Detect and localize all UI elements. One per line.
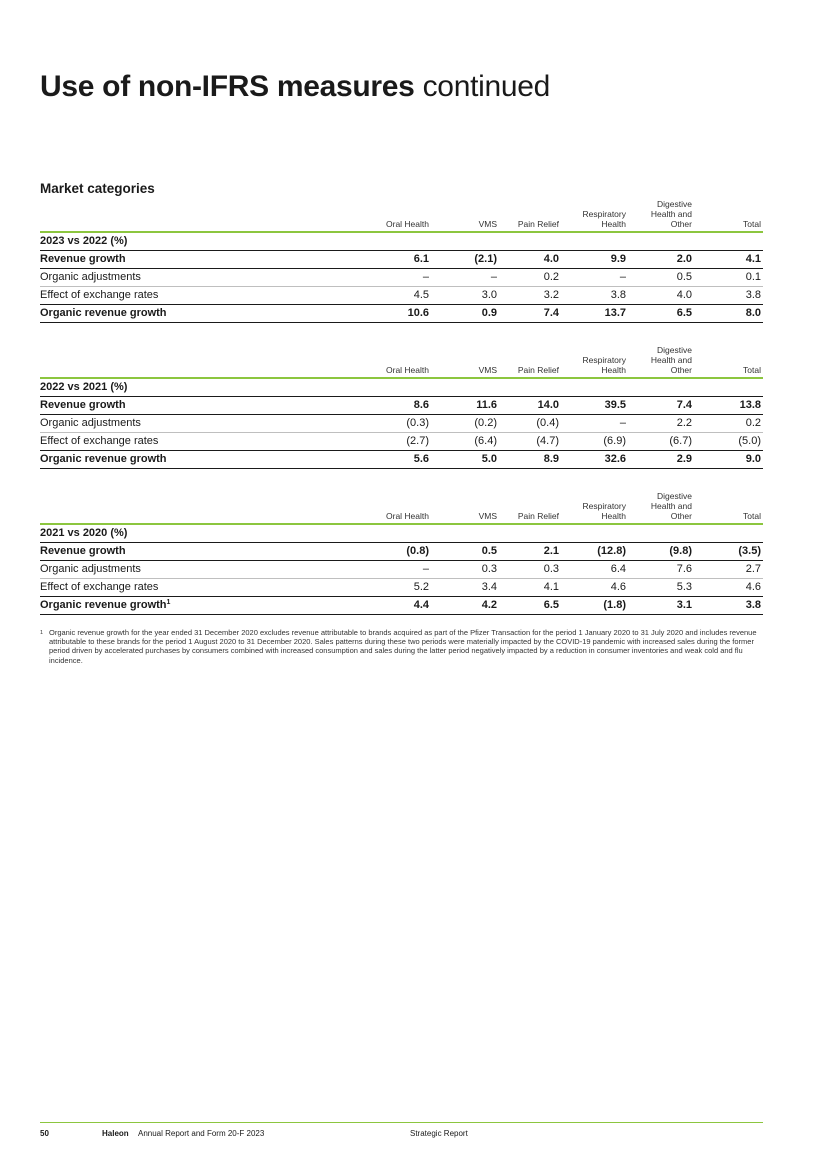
- column-header-respiratory-health: [583, 355, 626, 375]
- period-row: [40, 379, 763, 397]
- cell-vms: (6.4): [474, 435, 497, 447]
- cell-digestive-health-other: 2.9: [676, 453, 692, 465]
- cell-respiratory-health: (1.8): [603, 599, 626, 611]
- column-header-line: Health and: [650, 355, 692, 365]
- cell-oral-health: 8.6: [413, 399, 429, 411]
- row-label: [40, 543, 126, 560]
- cell-pain-relief: 2.1: [543, 545, 559, 557]
- period-row: [40, 525, 763, 543]
- cell-digestive-health-other: (9.8): [669, 545, 692, 557]
- page-title: [40, 68, 550, 106]
- period-label: 2023 vs 2022 (%): [40, 235, 128, 247]
- column-header-line: Other: [670, 219, 692, 229]
- column-header-oral-health: [386, 365, 429, 375]
- column-header-line: Total: [743, 511, 761, 521]
- column-header-line: VMS: [478, 219, 497, 229]
- cell-digestive-health-other: 4.0: [676, 289, 692, 301]
- cell-vms: 3.4: [481, 581, 497, 593]
- column-header-line: Digestive: [657, 491, 692, 501]
- column-header-line: Total: [743, 219, 761, 229]
- row-label: [40, 597, 170, 614]
- column-header-digestive-health-other: [651, 491, 692, 521]
- cell-digestive-health-other: 0.5: [676, 271, 692, 283]
- column-header-line: Digestive: [657, 199, 692, 209]
- cell-vms: (0.2): [474, 417, 497, 429]
- cell-total: 3.8: [745, 289, 761, 301]
- row-label: [40, 561, 141, 578]
- cell-total: 8.0: [745, 307, 761, 319]
- table-row: [40, 433, 763, 451]
- cell-digestive-health-other: 7.4: [676, 399, 692, 411]
- cell-respiratory-health: 4.6: [610, 581, 626, 593]
- column-header-line: Health and: [650, 209, 692, 219]
- row-label: [40, 433, 158, 450]
- row-label-text: Effect of exchange rates: [40, 435, 159, 447]
- column-header-pain-relief: [518, 365, 559, 375]
- cell-respiratory-health: 3.8: [610, 289, 626, 301]
- page-title-main: Use of non-IFRS measures: [40, 70, 415, 103]
- column-header-line: Health: [601, 219, 626, 229]
- cell-respiratory-health: (6.9): [603, 435, 626, 447]
- table-row: [40, 579, 763, 597]
- column-header-line: VMS: [478, 365, 497, 375]
- column-header-line: Pain Relief: [517, 219, 559, 229]
- cell-respiratory-health: (12.8): [597, 545, 626, 557]
- cell-oral-health: (2.7): [406, 435, 429, 447]
- column-header-total: [743, 511, 761, 521]
- cell-pain-relief: 4.1: [543, 581, 559, 593]
- row-label-text: Revenue growth: [40, 253, 126, 265]
- table-row: [40, 287, 763, 305]
- cell-digestive-health-other: 5.3: [676, 581, 692, 593]
- footer-brand: Haleon: [102, 1129, 129, 1138]
- cell-oral-health: 5.6: [413, 453, 429, 465]
- column-header-line: Digestive: [657, 345, 692, 355]
- footnote-reference: 1: [166, 599, 171, 606]
- cell-total: 0.2: [745, 417, 761, 429]
- cell-total: 4.1: [745, 253, 761, 265]
- cell-oral-health: –: [422, 271, 429, 283]
- cell-digestive-health-other: 3.1: [676, 599, 692, 611]
- row-label-text: Organic revenue growth: [40, 307, 167, 319]
- period-row: [40, 233, 763, 251]
- footnote-text: Organic revenue growth for the year ended 31 December 2020 excludes revenue attributable to brands acquired as part of the Pfizer Transaction for the period 1 January 2020 to 31 July 2020 and includes revenue attributable to these brands for the period 1 August 2020 to 31 December 2020. Sales patterns during these two periods were materially impacted by the COVID-19 pandemic with increased sales during the former period driven by accelerated purchases by consumers combined with increased consumption and sales during the latter period negatively impacted by a reduction in consumer inventories and weak cold and flu incidence.: [49, 628, 757, 665]
- footnote-marker: 1: [40, 630, 44, 636]
- column-header-line: Health and: [650, 501, 692, 511]
- row-label: [40, 415, 141, 432]
- cell-respiratory-health: 6.4: [610, 563, 626, 575]
- table-row: [40, 397, 763, 415]
- row-label-text: Organic adjustments: [40, 563, 141, 575]
- table-row: [40, 269, 763, 287]
- cell-pain-relief: 0.2: [543, 271, 559, 283]
- table-row: [40, 561, 763, 579]
- row-label: [40, 397, 126, 414]
- cell-respiratory-health: –: [619, 271, 626, 283]
- column-header-line: Other: [670, 511, 692, 521]
- cell-pain-relief: 0.3: [543, 563, 559, 575]
- cell-oral-health: 4.4: [413, 599, 429, 611]
- cell-vms: 0.3: [481, 563, 497, 575]
- cell-digestive-health-other: 7.6: [676, 563, 692, 575]
- row-label: [40, 287, 158, 304]
- table-header: [40, 489, 763, 523]
- table-header: [40, 197, 763, 231]
- column-header-vms: [479, 365, 497, 375]
- column-header-pain-relief: [518, 511, 559, 521]
- cell-total: 3.8: [745, 599, 761, 611]
- row-label: [40, 579, 158, 596]
- cell-total: (5.0): [738, 435, 761, 447]
- cell-total: 4.6: [745, 581, 761, 593]
- row-label-text: Organic adjustments: [40, 271, 141, 283]
- footer-page-number: 50: [40, 1129, 49, 1138]
- table-row: [40, 305, 763, 323]
- table-row: [40, 415, 763, 433]
- row-label-text: Organic adjustments: [40, 417, 141, 429]
- cell-pain-relief: (0.4): [536, 417, 559, 429]
- cell-pain-relief: 6.5: [543, 599, 559, 611]
- cell-pain-relief: 8.9: [543, 453, 559, 465]
- cell-oral-health: (0.3): [406, 417, 429, 429]
- cell-respiratory-health: –: [619, 417, 626, 429]
- cell-pain-relief: 7.4: [543, 307, 559, 319]
- cell-digestive-health-other: (6.7): [669, 435, 692, 447]
- column-header-line: Pain Relief: [517, 365, 559, 375]
- cell-total: 9.0: [745, 453, 761, 465]
- footnote: [40, 628, 763, 665]
- column-header-line: Oral Health: [386, 511, 429, 521]
- market-categories-table-2021: [40, 489, 763, 615]
- column-header-line: Other: [670, 365, 692, 375]
- table-header: [40, 343, 763, 377]
- cell-vms: 3.0: [481, 289, 497, 301]
- cell-pain-relief: 14.0: [537, 399, 559, 411]
- row-label-text: Revenue growth: [40, 399, 126, 411]
- period-label: 2021 vs 2020 (%): [40, 527, 128, 539]
- cell-oral-health: 5.2: [413, 581, 429, 593]
- cell-vms: 11.6: [476, 399, 497, 411]
- row-label-text: Organic revenue growth: [40, 599, 167, 611]
- column-header-total: [743, 219, 761, 229]
- row-label: [40, 451, 167, 468]
- period-label: 2022 vs 2021 (%): [40, 381, 128, 393]
- column-header-line: Health: [601, 365, 626, 375]
- table-row: [40, 451, 763, 469]
- cell-respiratory-health: 39.5: [604, 399, 626, 411]
- row-label-text: Organic revenue growth: [40, 453, 167, 465]
- cell-total: 0.1: [745, 271, 761, 283]
- column-header-line: Oral Health: [386, 219, 429, 229]
- column-header-oral-health: [386, 511, 429, 521]
- section-title: Market categories: [40, 181, 155, 196]
- cell-pain-relief: (4.7): [536, 435, 559, 447]
- cell-digestive-health-other: 6.5: [676, 307, 692, 319]
- column-header-line: Respiratory: [582, 355, 626, 365]
- cell-oral-health: 4.5: [413, 289, 429, 301]
- column-header-digestive-health-other: [651, 345, 692, 375]
- market-categories-table-2022: [40, 343, 763, 469]
- market-categories-table-2023: [40, 197, 763, 323]
- column-header-line: VMS: [478, 511, 497, 521]
- table-row: [40, 543, 763, 561]
- cell-total: 2.7: [745, 563, 761, 575]
- column-header-line: Pain Relief: [517, 511, 559, 521]
- cell-total: (3.5): [738, 545, 761, 557]
- row-label-text: Effect of exchange rates: [40, 289, 159, 301]
- column-header-line: Oral Health: [386, 365, 429, 375]
- cell-oral-health: 10.6: [407, 307, 429, 319]
- cell-vms: –: [490, 271, 497, 283]
- column-header-line: Respiratory: [582, 209, 626, 219]
- column-header-vms: [479, 511, 497, 521]
- cell-respiratory-health: 13.7: [604, 307, 626, 319]
- footer-divider: [40, 1122, 763, 1123]
- column-header-digestive-health-other: [651, 199, 692, 229]
- row-label: [40, 251, 126, 268]
- row-label: [40, 305, 167, 322]
- cell-pain-relief: 4.0: [543, 253, 559, 265]
- column-header-oral-health: [386, 219, 429, 229]
- cell-total: 13.8: [739, 399, 761, 411]
- column-header-respiratory-health: [583, 501, 626, 521]
- row-label-text: Effect of exchange rates: [40, 581, 159, 593]
- row-label: [40, 269, 141, 286]
- cell-pain-relief: 3.2: [543, 289, 559, 301]
- column-header-line: Total: [743, 365, 761, 375]
- footer-section: Strategic Report: [410, 1129, 468, 1138]
- cell-vms: (2.1): [474, 253, 497, 265]
- column-header-respiratory-health: [583, 209, 626, 229]
- column-header-vms: [479, 219, 497, 229]
- cell-oral-health: –: [422, 563, 429, 575]
- cell-vms: 4.2: [481, 599, 497, 611]
- table-row: [40, 597, 763, 615]
- table-row: [40, 251, 763, 269]
- footer-report-name: Annual Report and Form 20-F 2023: [138, 1129, 265, 1138]
- page-title-continued: continued: [422, 70, 551, 103]
- column-header-pain-relief: [518, 219, 559, 229]
- column-header-line: Health: [601, 511, 626, 521]
- row-label-text: Revenue growth: [40, 545, 126, 557]
- cell-respiratory-health: 9.9: [610, 253, 626, 265]
- cell-digestive-health-other: 2.2: [676, 417, 692, 429]
- cell-digestive-health-other: 2.0: [676, 253, 692, 265]
- cell-vms: 0.5: [481, 545, 497, 557]
- cell-vms: 0.9: [481, 307, 497, 319]
- cell-vms: 5.0: [481, 453, 497, 465]
- cell-oral-health: 6.1: [413, 253, 429, 265]
- column-header-total: [743, 365, 761, 375]
- cell-oral-health: (0.8): [406, 545, 429, 557]
- column-header-line: Respiratory: [582, 501, 626, 511]
- cell-respiratory-health: 32.6: [604, 453, 626, 465]
